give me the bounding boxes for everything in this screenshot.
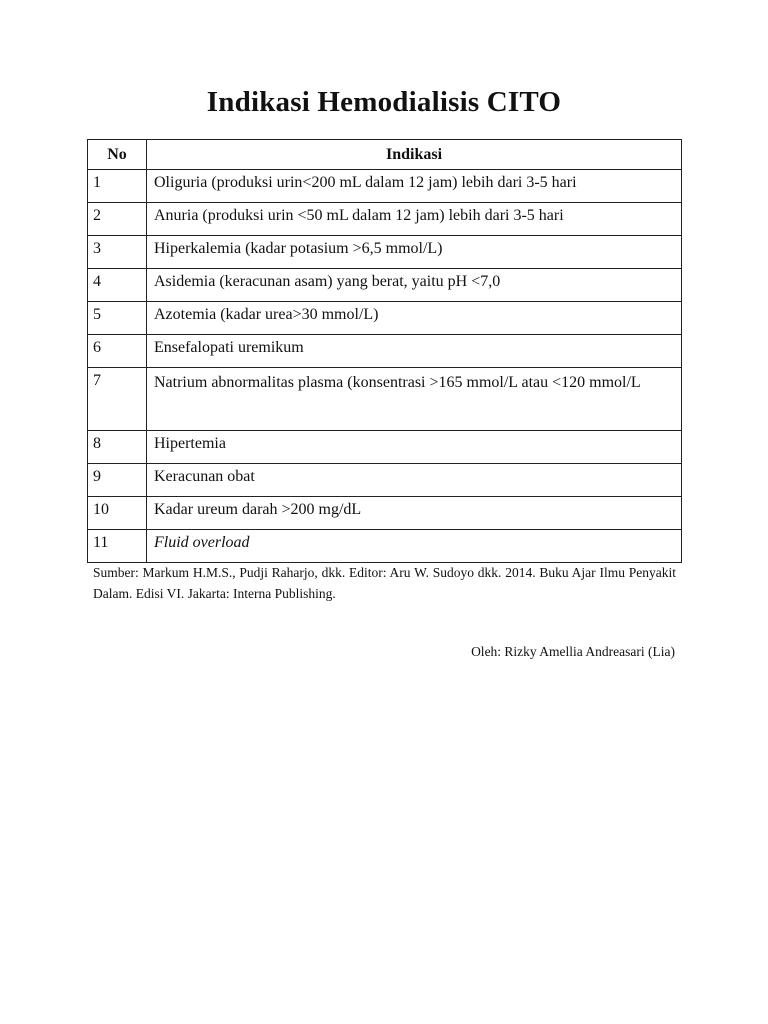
row-number: 1: [88, 170, 147, 203]
row-indication: Asidemia (keracunan asam) yang berat, yaitu pH <7,0: [147, 269, 682, 302]
table-row: [88, 170, 682, 203]
row-number: 5: [88, 302, 147, 335]
row-indication: Hiperkalemia (kadar potasium >6,5 mmol/L): [147, 236, 682, 269]
table-row: [88, 497, 682, 530]
row-number: 4: [88, 269, 147, 302]
table-row: [88, 269, 682, 302]
row-indication: Keracunan obat: [147, 464, 682, 497]
column-header-no: No: [88, 140, 147, 170]
row-number: 11: [88, 530, 147, 563]
source-citation: Sumber: Markum H.M.S., Pudji Raharjo, dkk. Editor: Aru W. Sudoyo dkk. 2014. Buku Ajar Ilmu Penyakit Dalam. Edisi VI. Jakarta: Interna Publishing.: [93, 565, 676, 601]
table-row: [88, 368, 682, 431]
row-number: 2: [88, 203, 147, 236]
row-indication: Natrium abnormalitas plasma (konsentrasi >165 mmol/L atau <120 mmol/L: [147, 368, 682, 431]
row-indication: Oliguria (produksi urin<200 mL dalam 12 jam) lebih dari 3-5 hari: [147, 170, 682, 203]
indications-table: [87, 139, 682, 563]
table-row: [88, 236, 682, 269]
row-indication: Azotemia (kadar urea>30 mmol/L): [147, 302, 682, 335]
row-number: 10: [88, 497, 147, 530]
row-number: 7: [88, 368, 147, 431]
row-indication: Anuria (produksi urin <50 mL dalam 12 jam) lebih dari 3-5 hari: [147, 203, 682, 236]
table-row: [88, 464, 682, 497]
row-indication: Hipertemia: [147, 431, 682, 464]
row-number: 3: [88, 236, 147, 269]
table-row: [88, 335, 682, 368]
column-header-indikasi: Indikasi: [147, 140, 682, 170]
table-row: [88, 431, 682, 464]
table-header-row: [88, 140, 682, 170]
row-number: 8: [88, 431, 147, 464]
row-number: 6: [88, 335, 147, 368]
table-row: [88, 302, 682, 335]
table-row: [88, 530, 682, 563]
table-row: [88, 203, 682, 236]
row-indication: Fluid overload: [147, 530, 682, 563]
row-number: 9: [88, 464, 147, 497]
row-indication: Kadar ureum darah >200 mg/dL: [147, 497, 682, 530]
author-credit: Oleh: Rizky Amellia Andreasari (Lia): [471, 644, 675, 659]
row-indication: Ensefalopati uremikum: [147, 335, 682, 368]
page-title: Indikasi Hemodialisis CITO: [206, 86, 562, 118]
